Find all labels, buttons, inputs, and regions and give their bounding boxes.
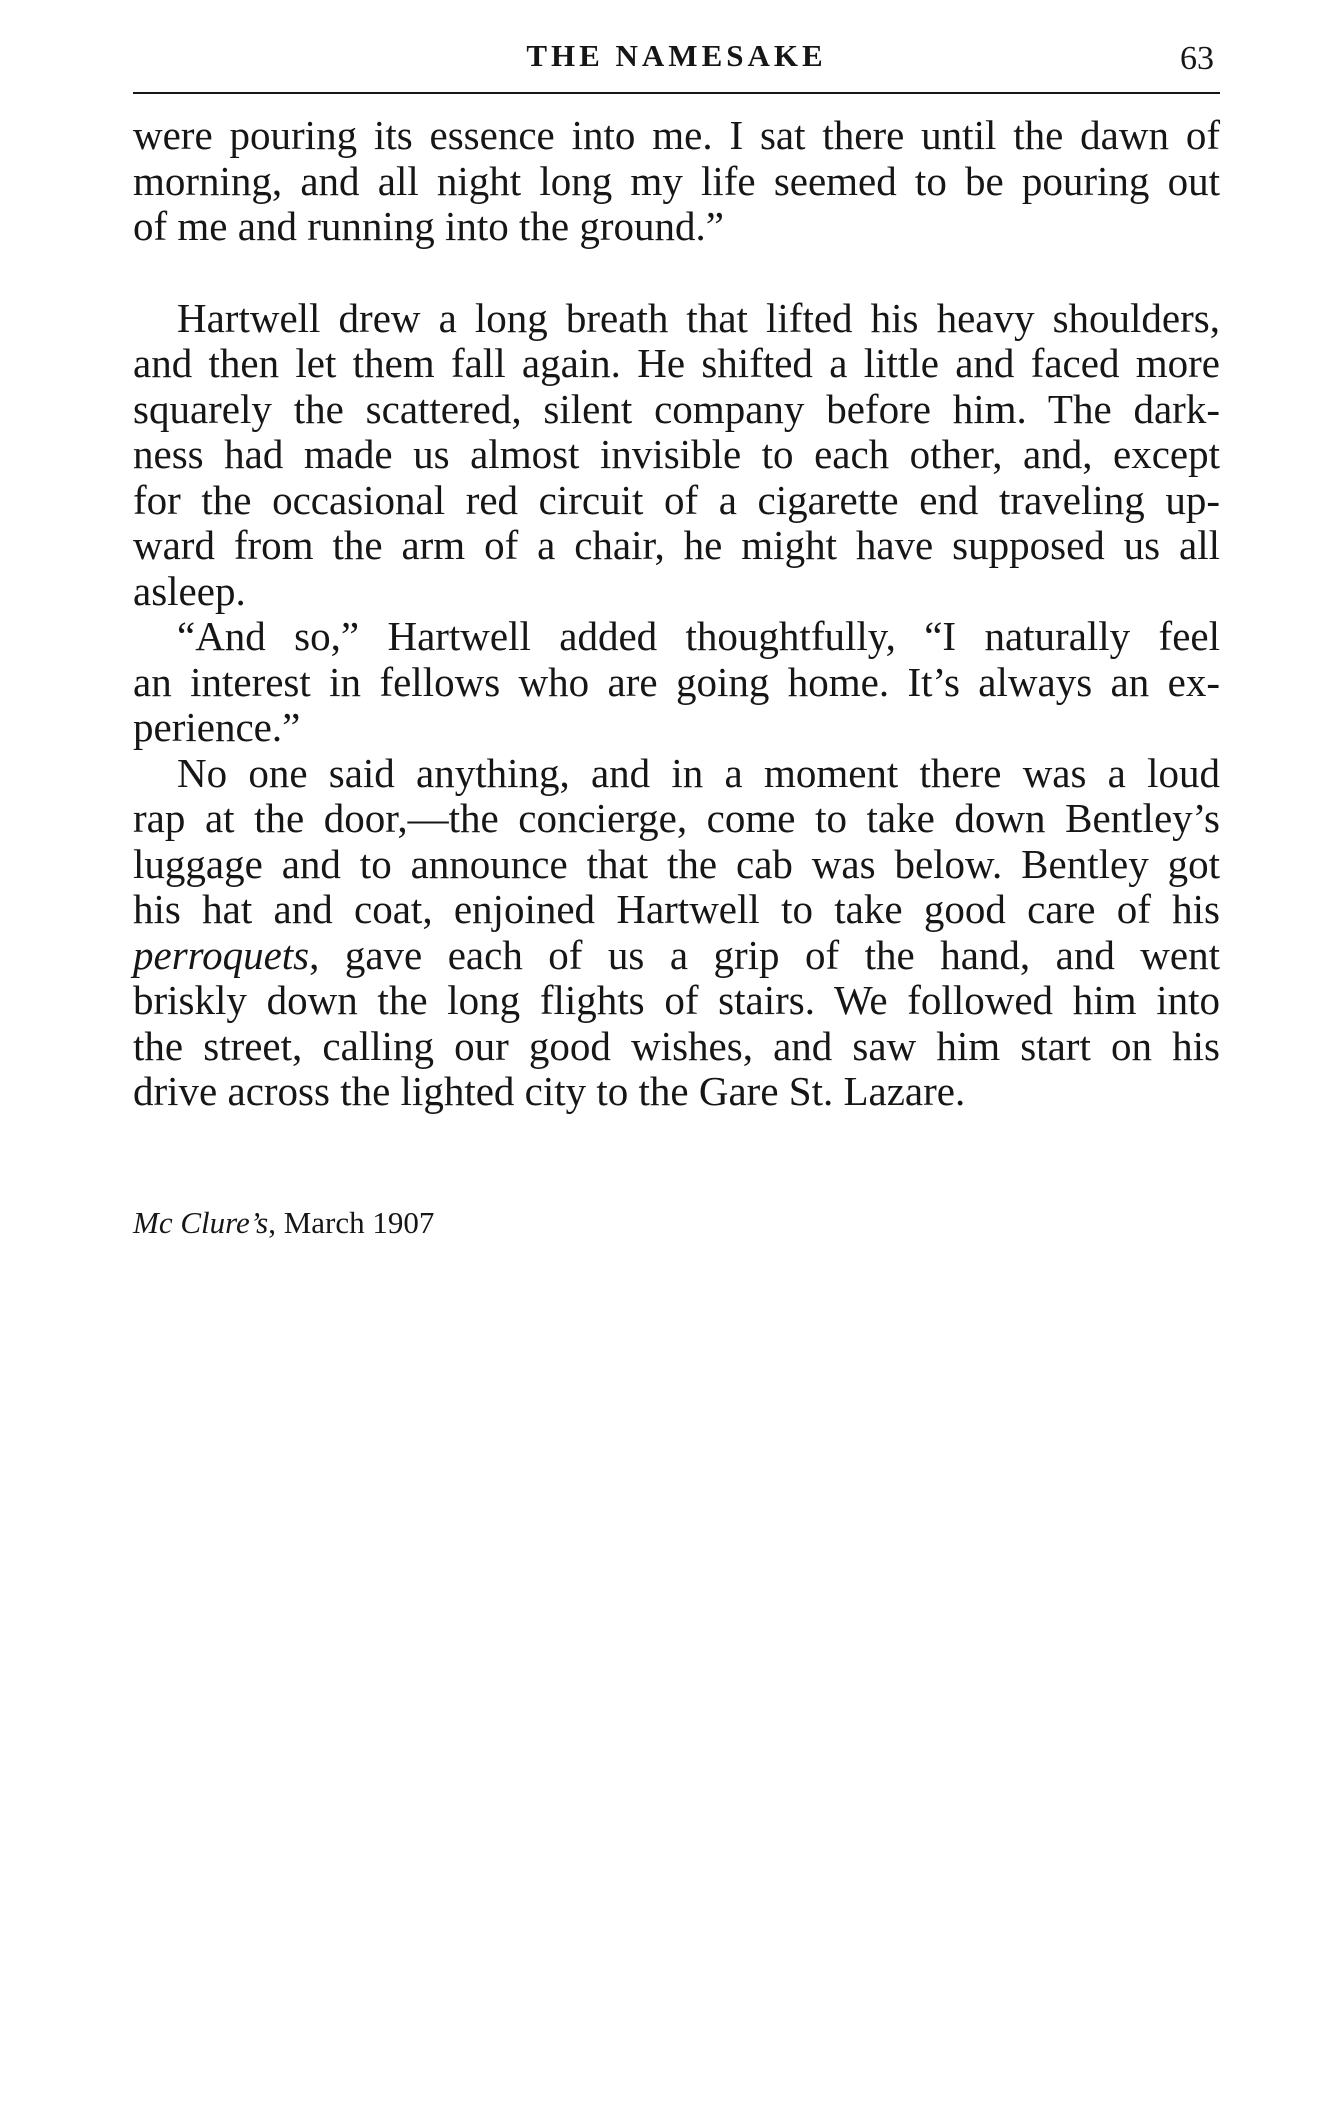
text-line: Hartwell drew a long breath that lifted his heavy shoulders, (177, 294, 1220, 341)
text-line (133, 933, 1220, 979)
paragraph-break (133, 250, 1220, 296)
page-number: 63 (1180, 40, 1214, 77)
text-line: squarely the scattered, silent company before him. The dark- (133, 385, 1220, 432)
paragraph-4 (133, 751, 1220, 1115)
text-line: luggage and to announce that the cab was below. Bentley got (133, 840, 1220, 887)
text-line: briskly down the long flights of stairs. We followed him into (133, 977, 1220, 1023)
source-citation (133, 1205, 434, 1241)
text-line: morning, and all night long my life seemed to be pouring out (133, 157, 1220, 204)
text-line: his hat and coat, enjoined Hartwell to take good care of his (133, 886, 1220, 932)
text-line: rap at the door,—the concierge, come to take down Bentley’s (133, 795, 1220, 841)
text-line: and then let them fall again. He shifted a little and faced more (133, 340, 1220, 386)
paragraph-3 (133, 614, 1220, 751)
italic-word: perroquets (133, 931, 310, 978)
text-line: asleep. (133, 567, 246, 614)
text-line: were pouring its essence into me. I sat there until the dawn of (133, 112, 1220, 158)
header-rule (133, 92, 1220, 94)
publication-name: Mc Clure’s (133, 1205, 269, 1240)
text-line: drive across the lighted city to the Gare St. Lazare. (133, 1068, 966, 1114)
publication-date: , March 1907 (268, 1205, 435, 1240)
text-line: “And so,” Hartwell added thoughtfully, “I naturally feel (177, 613, 1220, 659)
paragraph-2 (133, 296, 1220, 615)
text-line: No one said anything, and in a moment there was a loud (177, 749, 1220, 796)
text-line: an interest in fellows who are going home. It’s always an ex- (133, 658, 1220, 705)
text-line: for the occasional red circuit of a cigarette end traveling up- (133, 476, 1220, 523)
text-line: of me and running into the ground.” (133, 203, 724, 249)
text-span: , gave each of us a grip of the hand, and went (309, 931, 1220, 978)
page-header (133, 34, 1220, 94)
text-line: the street, calling our good wishes, and saw him start on his (133, 1022, 1220, 1069)
paragraph-1 (133, 113, 1220, 250)
text-line: ness had made us almost invisible to each other, and, except (133, 431, 1220, 477)
body-text (133, 113, 1220, 1115)
text-line: perience.” (133, 704, 301, 750)
running-title: THE NAMESAKE (526, 38, 827, 73)
text-line: ward from the arm of a chair, he might have supposed us all (133, 522, 1220, 568)
